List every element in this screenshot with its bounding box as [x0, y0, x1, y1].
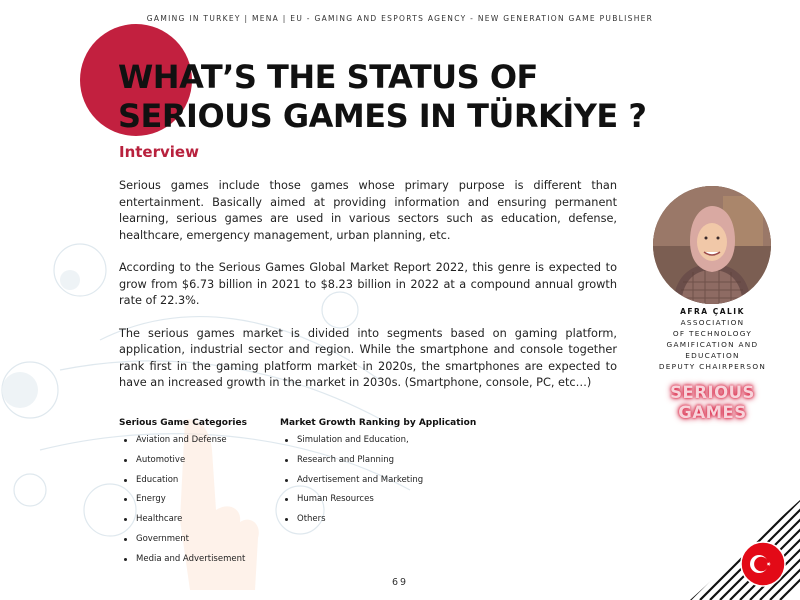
growth-ranking-heading: Market Growth Ranking by Application	[280, 418, 477, 428]
categories-list	[119, 418, 279, 574]
role-line: ASSOCIATION	[680, 318, 745, 327]
list-item: Energy	[119, 494, 279, 514]
header-tagline: GAMING IN TURKEY | MENA | EU - GAMING AND ESPORTS AGENCY - NEW GENERATION GAME PUBLISHER	[146, 14, 654, 23]
subtitle: Interview	[119, 143, 199, 161]
badge-line-2: GAMES	[678, 403, 747, 422]
list-item: Education	[119, 475, 279, 495]
page-title	[118, 58, 738, 136]
list-item: Media and Advertisement	[119, 554, 279, 574]
role-line: GAMIFICATION AND	[666, 339, 759, 349]
categories-heading: Serious Game Categories	[119, 418, 247, 428]
list-item: Advertisement and Marketing	[280, 475, 500, 495]
turkish-flag-icon	[740, 541, 786, 587]
badge-line-1: SERIOUS	[670, 383, 755, 402]
serious-games-badge	[640, 383, 785, 423]
title-line-1: WHAT’S THE STATUS OF	[118, 58, 538, 96]
paragraph-2: According to the Serious Games Global Market Report 2022, this genre is expected to grow from $6.73 billion in 2021 to $8.23 billion in 2022 at a compound annual growth rate of 22.3%.	[119, 261, 617, 307]
role-line: EDUCATION	[685, 350, 740, 360]
paragraph-3: The serious games market is divided into segments based on gaming platform, application, industrial sector and region. While the smartphone and console together rank first in the gaming platform market in 2020s, the smartphones are expected to have an increased growth in the market in 2030s. (Smartphone, console, PC, etc…)	[119, 326, 617, 389]
article-body	[119, 178, 617, 408]
page-number: 69	[391, 577, 409, 588]
paragraph-1: Serious games include those games whose primary purpose is different than entertainment. Basically aimed at providing information and ensuring permanent learning, serious games are used in various sectors such as education, defense, healthcare, emergency management, urban planning, etc.	[119, 179, 617, 242]
list-item: Simulation and Education,	[280, 435, 500, 455]
growth-ranking-list	[280, 418, 500, 534]
list-item: Government	[119, 534, 279, 554]
portrait-photo	[653, 186, 771, 304]
list-item: Research and Planning	[280, 455, 500, 475]
list-item: Others	[280, 514, 500, 534]
title-line-2: SERIOUS GAMES IN TÜRKİYE ?	[118, 97, 647, 135]
interviewee-role	[640, 318, 785, 373]
role-line: OF TECHNOLOGY	[672, 328, 753, 338]
role-line: DEPUTY CHAIRPERSON	[658, 361, 767, 371]
list-item: Automotive	[119, 455, 279, 475]
list-item: Healthcare	[119, 514, 279, 534]
interviewee-name: AFRA ÇALIK	[680, 307, 745, 316]
list-item: Aviation and Defense	[119, 435, 279, 455]
list-item: Human Resources	[280, 494, 500, 514]
